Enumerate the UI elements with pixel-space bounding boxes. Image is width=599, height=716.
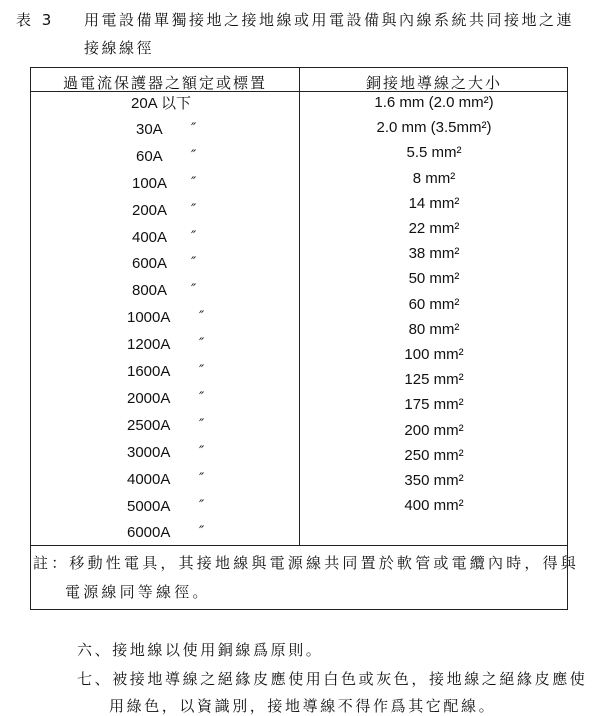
table-note-line1: 註：移動性電具，其接地線與電源線共同置於軟管或電纜內時，得與: [33, 554, 580, 572]
conductor-size-cell: 1.6 mm (2.0 mm²): [374, 94, 494, 111]
rating-row: [31, 175, 299, 202]
paragraph-item-7-line1: 七、被接地導線之絕緣皮應使用白色或灰色，接地線之絕緣皮應使: [77, 670, 588, 688]
conductor-size-cell: 100 mm²: [404, 346, 464, 363]
conductor-size-cell: 14 mm²: [408, 194, 460, 212]
rating-value: 6000A: [127, 524, 171, 542]
rating-value: 400A: [132, 228, 168, 246]
rating-row: [31, 309, 299, 336]
rating-row: [31, 92, 299, 119]
table-note-line2: 電源線同等線徑。: [65, 583, 211, 601]
ditto-mark: ″: [199, 389, 205, 406]
rating-value: 20A 以下: [131, 95, 192, 112]
ditto-mark: ″: [199, 470, 205, 487]
ditto-mark: ″: [191, 282, 197, 299]
rating-value: 100A: [132, 174, 168, 192]
table-caption-title-line1: 用電設備單獨接地之接地線或用電設備與內線系統共同接地之連: [84, 11, 575, 29]
conductor-size-cell: 125 mm²: [404, 371, 464, 389]
grounding-conductor-table: [30, 67, 580, 610]
rating-value: 2500A: [127, 416, 171, 434]
conductor-size-cell: 175 mm²: [404, 396, 464, 414]
rating-value: 800A: [132, 282, 168, 300]
rating-row: [31, 229, 299, 256]
rating-row: [31, 524, 299, 551]
ditto-mark: ″: [199, 443, 205, 460]
conductor-size-cell: 8 mm²: [412, 169, 456, 187]
paragraph-item-7-line2: 用綠色，以資識別，接地導線不得作爲其它配線。: [109, 697, 497, 715]
rating-row: [31, 390, 299, 417]
rating-row: [31, 148, 299, 175]
conductor-size-cell: 400 mm²: [404, 497, 464, 515]
ditto-mark: ″: [199, 524, 205, 541]
ditto-mark: ″: [199, 497, 205, 514]
rating-value: 60A: [136, 147, 163, 165]
rating-row: [31, 363, 299, 390]
conductor-size-cell: 350 mm²: [404, 472, 464, 489]
header-overcurrent-rating: 過電流保護器之額定或標置: [62, 74, 267, 92]
conductor-size-cell: 2.0 mm (3.5mm²): [376, 119, 492, 137]
rating-row: [31, 498, 299, 525]
rating-row: [31, 336, 299, 363]
ditto-mark: ″: [199, 363, 205, 379]
rating-value: 600A: [132, 255, 168, 273]
rating-value: 2000A: [127, 389, 171, 407]
ditto-mark: ″: [199, 309, 205, 326]
ditto-mark: ″: [191, 201, 197, 218]
ditto-mark: ″: [191, 120, 197, 137]
rating-value: 1600A: [127, 363, 171, 380]
ditto-mark: ″: [191, 174, 197, 191]
paragraph-item-6: 六、接地線以使用銅線爲原則。: [77, 641, 324, 659]
ditto-mark: ″: [199, 336, 205, 353]
table-caption-title-line2: 接線線徑: [84, 39, 155, 57]
rating-value: 4000A: [127, 470, 171, 488]
rating-row: [31, 417, 299, 444]
table-caption-label: 表 3: [16, 11, 55, 29]
conductor-size-cell: 38 mm²: [408, 245, 460, 263]
rating-value: 1200A: [127, 336, 171, 354]
conductor-size-cell: 60 mm²: [408, 295, 460, 313]
ditto-mark: ″: [191, 147, 197, 164]
conductor-size-cell: 22 mm²: [408, 220, 460, 237]
conductor-size-cell: 200 mm²: [404, 421, 464, 439]
conductor-size-cell: 250 mm²: [404, 446, 464, 464]
header-copper-conductor-size: 銅接地導線之大小: [365, 74, 502, 92]
conductor-size-cell: 5.5 mm²: [406, 144, 462, 162]
rating-value: 3000A: [127, 443, 171, 461]
rating-row: [31, 282, 299, 309]
conductor-size-cell: 80 mm²: [408, 320, 460, 338]
ditto-mark: ″: [199, 416, 205, 433]
rating-value: 30A: [136, 120, 163, 138]
conductor-size-cell: 50 mm²: [408, 270, 460, 288]
rating-value: 1000A: [127, 309, 171, 327]
rating-row: [31, 202, 299, 229]
rating-row: [31, 444, 299, 471]
ditto-mark: ″: [191, 255, 197, 272]
rating-row: [31, 255, 299, 282]
rating-row: [31, 121, 299, 148]
ditto-mark: ″: [191, 228, 197, 245]
rating-value: 5000A: [127, 497, 171, 515]
rating-value: 200A: [132, 201, 168, 219]
rating-row: [31, 471, 299, 498]
